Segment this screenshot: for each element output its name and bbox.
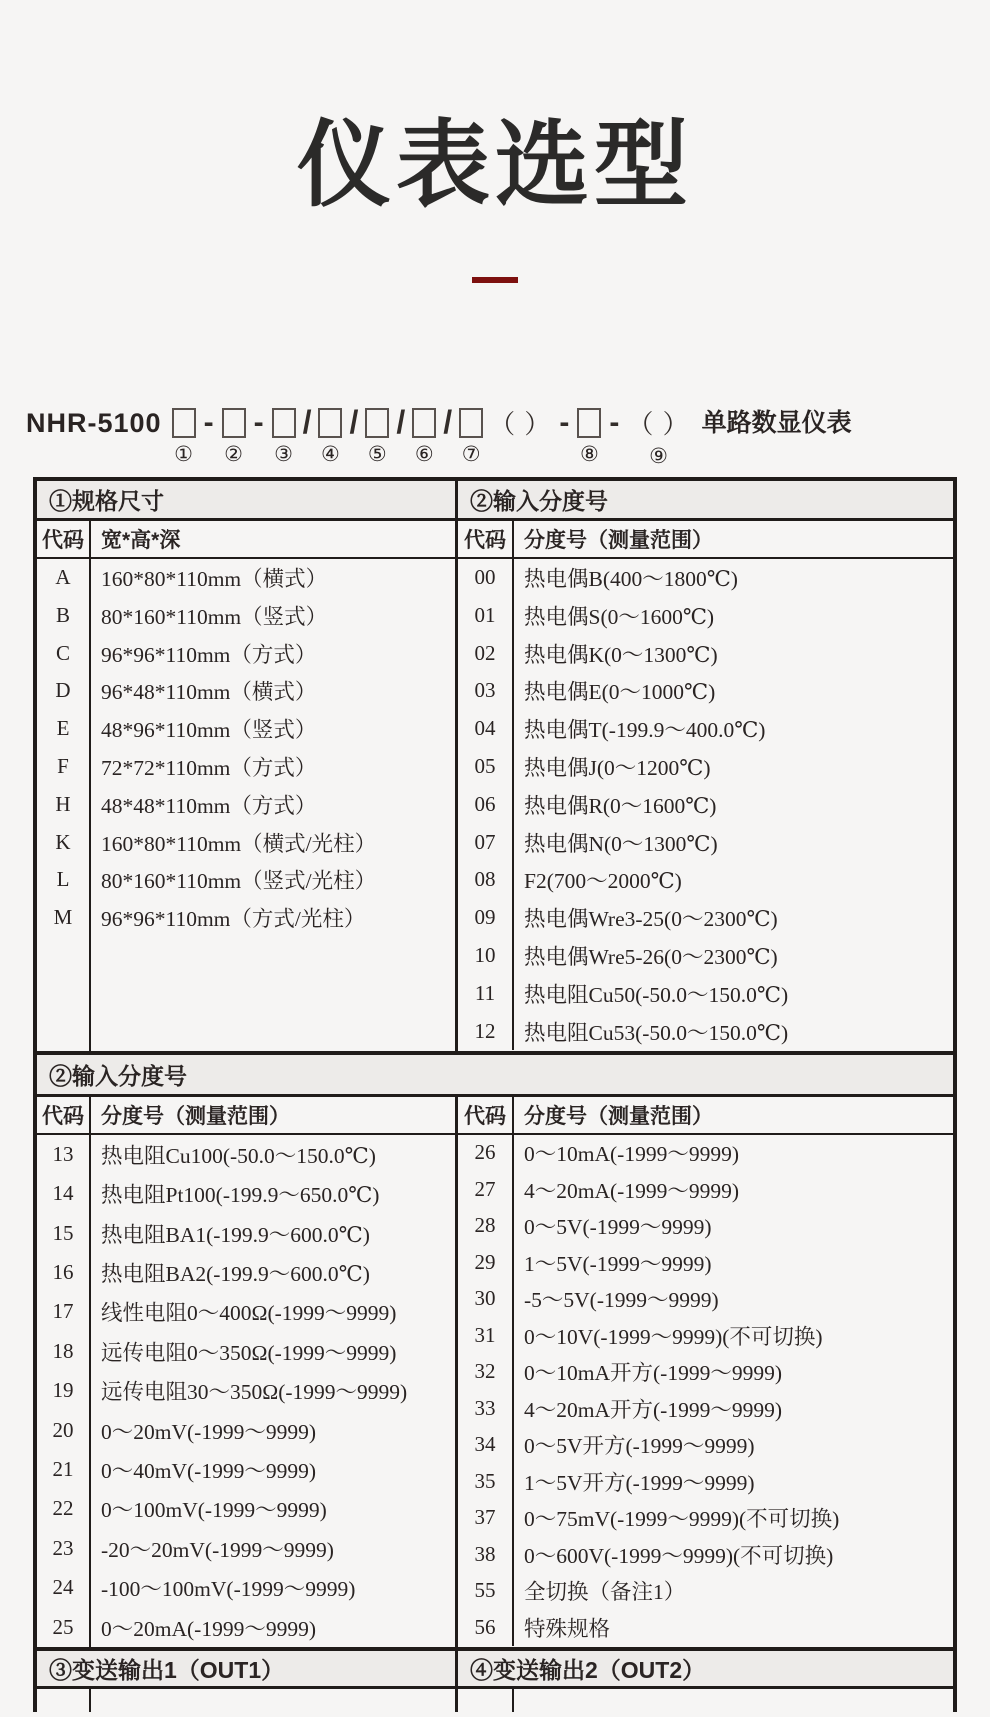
desc-cell: 0～5V开方(-1999～9999) xyxy=(524,1434,755,1459)
model-segment xyxy=(442,406,453,469)
section-title-out2: ④变送输出2（OUT2） xyxy=(470,1656,706,1683)
size-table xyxy=(37,521,458,1051)
code-cell: 26 xyxy=(458,1135,514,1172)
code-cell: 56 xyxy=(458,1609,514,1646)
segment-circled-number: ⑨ xyxy=(649,444,668,468)
desc-cell: 0～75mV(-1999～9999)(不可切换) xyxy=(524,1507,840,1532)
desc-cell: 72*72*110mm（方式） xyxy=(101,756,317,781)
code-cell: 20 xyxy=(37,1410,91,1449)
section-title-out1: ③变送输出1（OUT1） xyxy=(37,1651,458,1686)
code-cell: 07 xyxy=(458,823,514,861)
code-header: 代码 xyxy=(37,1097,91,1133)
code-cell: 27 xyxy=(458,1171,514,1208)
table-row xyxy=(37,1292,455,1331)
segment-circled-number: ⑤ xyxy=(367,442,387,466)
code-cell: 16 xyxy=(37,1253,91,1292)
code-cell: C xyxy=(37,634,91,672)
table-row xyxy=(37,672,455,710)
code-cell: 10 xyxy=(458,937,514,975)
desc-header: 分度号（测量范围） xyxy=(524,1104,713,1128)
section-title-input-2: ②输入分度号 xyxy=(49,1062,187,1089)
table-row xyxy=(458,1609,953,1646)
table-row xyxy=(458,899,953,937)
model-segment xyxy=(348,406,359,469)
desc-cell: 160*80*110mm（横式/光柱） xyxy=(101,831,377,856)
option-code-box xyxy=(272,408,296,438)
code-header: 代码 xyxy=(458,521,514,557)
table-row xyxy=(37,634,455,672)
code-cell: A xyxy=(37,559,91,597)
desc-cell: 0～600V(-1999～9999)(不可切换) xyxy=(524,1543,834,1568)
table-row xyxy=(37,899,455,937)
desc-cell: 热电阻BA2(-199.9～600.0℃) xyxy=(101,1262,370,1287)
desc-cell: 热电偶R(0～1600℃) xyxy=(524,793,717,818)
desc-cell: -20～20mV(-1999～9999) xyxy=(101,1537,334,1562)
code-cell: 32 xyxy=(458,1354,514,1391)
slash-separator: / xyxy=(396,404,406,441)
desc-header: 宽*高*深 xyxy=(101,528,181,552)
desc-cell: 热电阻BA1(-199.9～600.0℃) xyxy=(101,1222,370,1247)
desc-cell: 热电偶E(0～1000℃) xyxy=(524,680,716,705)
table-row xyxy=(458,748,953,786)
desc-cell: 特殊规格 xyxy=(524,1616,611,1641)
code-cell: 25 xyxy=(37,1607,91,1646)
paren-separator: （ ） xyxy=(489,409,552,440)
table-row xyxy=(458,1536,953,1573)
table-row xyxy=(37,748,455,786)
model-segment xyxy=(302,406,313,469)
code-cell: 19 xyxy=(37,1371,91,1410)
table-row xyxy=(458,1281,953,1318)
desc-cell: 热电阻Pt100(-199.9～650.0℃) xyxy=(101,1183,380,1208)
option-code-box xyxy=(459,408,483,438)
code-cell: 02 xyxy=(458,634,514,672)
model-segment xyxy=(252,406,266,469)
table-row xyxy=(458,672,953,710)
code-cell: 01 xyxy=(458,596,514,634)
size-rows xyxy=(37,559,455,937)
selection-table xyxy=(33,477,957,1712)
model-segment xyxy=(557,406,571,469)
table-row xyxy=(458,861,953,899)
table-row xyxy=(458,1500,953,1537)
title-underline xyxy=(472,277,518,283)
code-cell: 00 xyxy=(458,559,514,597)
slash-separator: / xyxy=(349,404,359,441)
code-cell: 23 xyxy=(37,1529,91,1568)
desc-cell: 热电偶S(0～1600℃) xyxy=(524,604,715,629)
option-code-box xyxy=(318,408,342,438)
table-row xyxy=(37,1332,455,1371)
code-cell: 22 xyxy=(37,1489,91,1528)
segment-circled-number: ⑥ xyxy=(414,442,434,466)
desc-cell: 0～10V(-1999～9999)(不可切换) xyxy=(524,1324,823,1349)
table-row xyxy=(37,1253,455,1292)
desc-cell: 远传电阻0～350Ω(-1999～9999) xyxy=(101,1340,397,1365)
code-cell: 30 xyxy=(458,1281,514,1318)
model-suffix: 单路数显仪表 xyxy=(701,408,852,437)
desc-cell: -100～100mV(-1999～9999) xyxy=(101,1577,356,1602)
section-1-body xyxy=(37,521,953,1051)
desc-cell: 0～20mV(-1999～9999) xyxy=(101,1419,316,1444)
table-row xyxy=(37,1174,455,1213)
dash-separator: - xyxy=(203,405,214,439)
desc-cell: F2(700～2000℃) xyxy=(524,869,682,894)
table-row xyxy=(458,1135,953,1172)
section-2-body xyxy=(37,1097,953,1647)
table-row xyxy=(458,1171,953,1208)
model-segment xyxy=(172,406,196,467)
model-segment xyxy=(577,406,601,467)
code-cell: 21 xyxy=(37,1450,91,1489)
model-segment xyxy=(365,406,389,467)
option-code-box xyxy=(172,408,196,438)
model-segment xyxy=(627,406,689,469)
table-row xyxy=(458,1390,953,1427)
desc-cell: 热电阻Cu53(-50.0～150.0℃) xyxy=(524,1020,789,1045)
table-row xyxy=(37,1135,455,1174)
code-cell: 37 xyxy=(458,1500,514,1537)
option-code-box xyxy=(365,408,389,438)
section-bar-1 xyxy=(37,481,953,521)
code-cell: 17 xyxy=(37,1292,91,1331)
desc-cell: 4～20mA开方(-1999～9999) xyxy=(524,1397,782,1422)
code-cell: 06 xyxy=(458,785,514,823)
code-cell: 31 xyxy=(458,1317,514,1354)
dash-separator: - xyxy=(609,405,620,439)
table-row xyxy=(458,1573,953,1610)
code-cell: 08 xyxy=(458,861,514,899)
desc-cell: 0～10mA(-1999～9999) xyxy=(524,1142,739,1167)
code-cell: 12 xyxy=(458,1012,514,1050)
desc-cell: 48*96*110mm（竖式） xyxy=(101,718,317,743)
table-row xyxy=(458,559,953,597)
table-row xyxy=(37,1410,455,1449)
table-row xyxy=(37,1489,455,1528)
model-number-line xyxy=(26,406,990,469)
segment-circled-number: ④ xyxy=(321,442,340,466)
slash-separator: / xyxy=(302,404,312,441)
code-cell: M xyxy=(37,899,91,937)
desc-cell: 96*48*110mm（横式） xyxy=(101,680,317,705)
code-cell: 29 xyxy=(458,1244,514,1281)
option-code-box xyxy=(577,408,601,438)
code-cell: L xyxy=(37,861,91,899)
table-row xyxy=(458,937,953,975)
desc-cell: 热电偶K(0～1300℃) xyxy=(524,642,718,667)
table-row xyxy=(37,1213,455,1252)
paren-separator: （ ） xyxy=(627,409,690,440)
desc-cell: 4～20mA(-1999～9999) xyxy=(524,1178,739,1203)
page-title: 仪表选型 xyxy=(296,112,693,217)
code-cell: B xyxy=(37,596,91,634)
model-prefix: NHR-5100 xyxy=(26,407,162,438)
input-table-a xyxy=(458,521,953,1051)
desc-cell: 0～10mA开方(-1999～9999) xyxy=(524,1361,782,1386)
model-segments xyxy=(172,406,690,469)
section-title-input: ②输入分度号 xyxy=(470,487,608,514)
desc-cell: 热电偶B(400～1800℃) xyxy=(524,567,738,592)
model-segment xyxy=(318,406,342,467)
table-row xyxy=(458,1317,953,1354)
table-row xyxy=(37,1568,455,1607)
desc-cell: 96*96*110mm（方式） xyxy=(101,642,317,667)
code-cell: 38 xyxy=(458,1536,514,1573)
code-cell: 13 xyxy=(37,1135,91,1174)
segment-circled-number: ⑦ xyxy=(461,442,481,466)
model-segment xyxy=(489,406,551,469)
desc-cell: 0～40mV(-1999～9999) xyxy=(101,1459,316,1483)
section-bar-2 xyxy=(37,1051,953,1097)
code-cell: 33 xyxy=(458,1390,514,1427)
code-header: 代码 xyxy=(458,1097,514,1133)
truncated-row xyxy=(37,1689,953,1712)
code-cell: 04 xyxy=(458,710,514,748)
desc-cell: 80*160*110mm（竖式） xyxy=(101,604,328,629)
model-segment xyxy=(412,406,436,467)
table-row xyxy=(458,785,953,823)
desc-cell: 0～5V(-1999～9999) xyxy=(524,1215,712,1240)
code-cell: 05 xyxy=(458,748,514,786)
model-segment xyxy=(459,406,483,467)
column-header-row xyxy=(37,1097,455,1135)
desc-cell: 热电偶N(0～1300℃) xyxy=(524,831,718,856)
empty-filler-row xyxy=(37,937,455,1051)
model-segment xyxy=(395,406,406,469)
code-cell: F xyxy=(37,748,91,786)
desc-header: 分度号（测量范围） xyxy=(524,528,713,552)
table-row xyxy=(458,634,953,672)
model-segment xyxy=(222,406,246,467)
desc-cell: 热电偶T(-199.9～400.0℃) xyxy=(524,718,766,743)
option-code-box xyxy=(222,408,246,438)
table-row xyxy=(458,710,953,748)
code-header: 代码 xyxy=(37,521,91,557)
segment-circled-number: ① xyxy=(174,442,193,466)
desc-cell: 96*96*110mm（方式/光柱） xyxy=(101,907,366,932)
code-cell: E xyxy=(37,710,91,748)
model-segment xyxy=(272,406,296,467)
code-cell: 34 xyxy=(458,1427,514,1464)
desc-cell: 热电阻Cu100(-50.0～150.0℃) xyxy=(101,1143,376,1168)
code-cell: 18 xyxy=(37,1332,91,1371)
table-row xyxy=(458,1463,953,1500)
column-header-row xyxy=(458,1097,953,1135)
segment-circled-number: ⑧ xyxy=(579,442,599,466)
table-row xyxy=(37,1450,455,1489)
table-row xyxy=(458,1012,953,1050)
option-code-box xyxy=(412,408,436,438)
desc-cell: 热电偶Wre5-26(0～2300℃) xyxy=(524,945,778,970)
table-row xyxy=(458,1354,953,1391)
table-row xyxy=(37,861,455,899)
table-row xyxy=(37,596,455,634)
code-cell: 28 xyxy=(458,1208,514,1245)
dash-separator: - xyxy=(559,405,570,439)
code-cell: 11 xyxy=(458,974,514,1012)
code-cell: K xyxy=(37,823,91,861)
table-row xyxy=(458,1427,953,1464)
input-rows-a xyxy=(458,559,953,1051)
desc-cell: 全切换（备注1） xyxy=(524,1580,686,1605)
code-cell: 03 xyxy=(458,672,514,710)
model-segment xyxy=(607,406,621,469)
table-row xyxy=(37,559,455,597)
desc-cell: 1～5V开方(-1999～9999) xyxy=(524,1470,755,1495)
table-row xyxy=(37,710,455,748)
desc-cell: 160*80*110mm（横式） xyxy=(101,567,328,592)
desc-cell: 48*48*110mm（方式） xyxy=(101,793,317,818)
section-bar-3 xyxy=(37,1647,953,1689)
desc-cell: 0～100mV(-1999～9999) xyxy=(101,1498,327,1523)
table-row xyxy=(37,823,455,861)
desc-cell: 热电偶Wre3-25(0～2300℃) xyxy=(524,907,778,932)
desc-header: 分度号（测量范围） xyxy=(101,1104,290,1128)
desc-cell: -5～5V(-1999～9999) xyxy=(524,1288,719,1313)
input-rows-c xyxy=(458,1135,953,1647)
column-header-row xyxy=(458,521,953,559)
segment-circled-number: ③ xyxy=(274,442,293,466)
table-row xyxy=(37,1607,455,1646)
code-cell: 15 xyxy=(37,1213,91,1252)
desc-cell: 热电偶J(0～1200℃) xyxy=(524,756,711,781)
table-row xyxy=(37,785,455,823)
table-row xyxy=(458,1244,953,1281)
table-row xyxy=(458,1208,953,1245)
model-segment xyxy=(202,406,216,469)
code-cell: 35 xyxy=(458,1463,514,1500)
table-row xyxy=(458,974,953,1012)
segment-circled-number: ② xyxy=(224,442,243,466)
code-cell: 24 xyxy=(37,1568,91,1607)
desc-cell: 远传电阻30～350Ω(-1999～9999) xyxy=(101,1380,408,1405)
section-title-size: ①规格尺寸 xyxy=(37,481,458,518)
table-row xyxy=(37,1371,455,1410)
code-cell: H xyxy=(37,785,91,823)
desc-cell: 热电阻Cu50(-50.0～150.0℃) xyxy=(524,982,789,1007)
slash-separator: / xyxy=(443,404,453,441)
desc-cell: 80*160*110mm（竖式/光柱） xyxy=(101,869,377,894)
code-cell: 14 xyxy=(37,1174,91,1213)
code-cell: 09 xyxy=(458,899,514,937)
input-table-b-left xyxy=(37,1097,458,1647)
table-row xyxy=(458,596,953,634)
desc-cell: 线性电阻0～400Ω(-1999～9999) xyxy=(101,1301,397,1326)
input-table-b-right xyxy=(458,1097,953,1647)
table-row xyxy=(458,823,953,861)
code-cell: D xyxy=(37,672,91,710)
desc-cell: 0～20mA(-1999～9999) xyxy=(101,1616,316,1641)
input-rows-b xyxy=(37,1135,455,1647)
desc-cell: 1～5V(-1999～9999) xyxy=(524,1251,712,1276)
dash-separator: - xyxy=(253,405,264,439)
table-row xyxy=(37,1529,455,1568)
code-cell: 55 xyxy=(458,1573,514,1610)
column-header-row xyxy=(37,521,455,559)
